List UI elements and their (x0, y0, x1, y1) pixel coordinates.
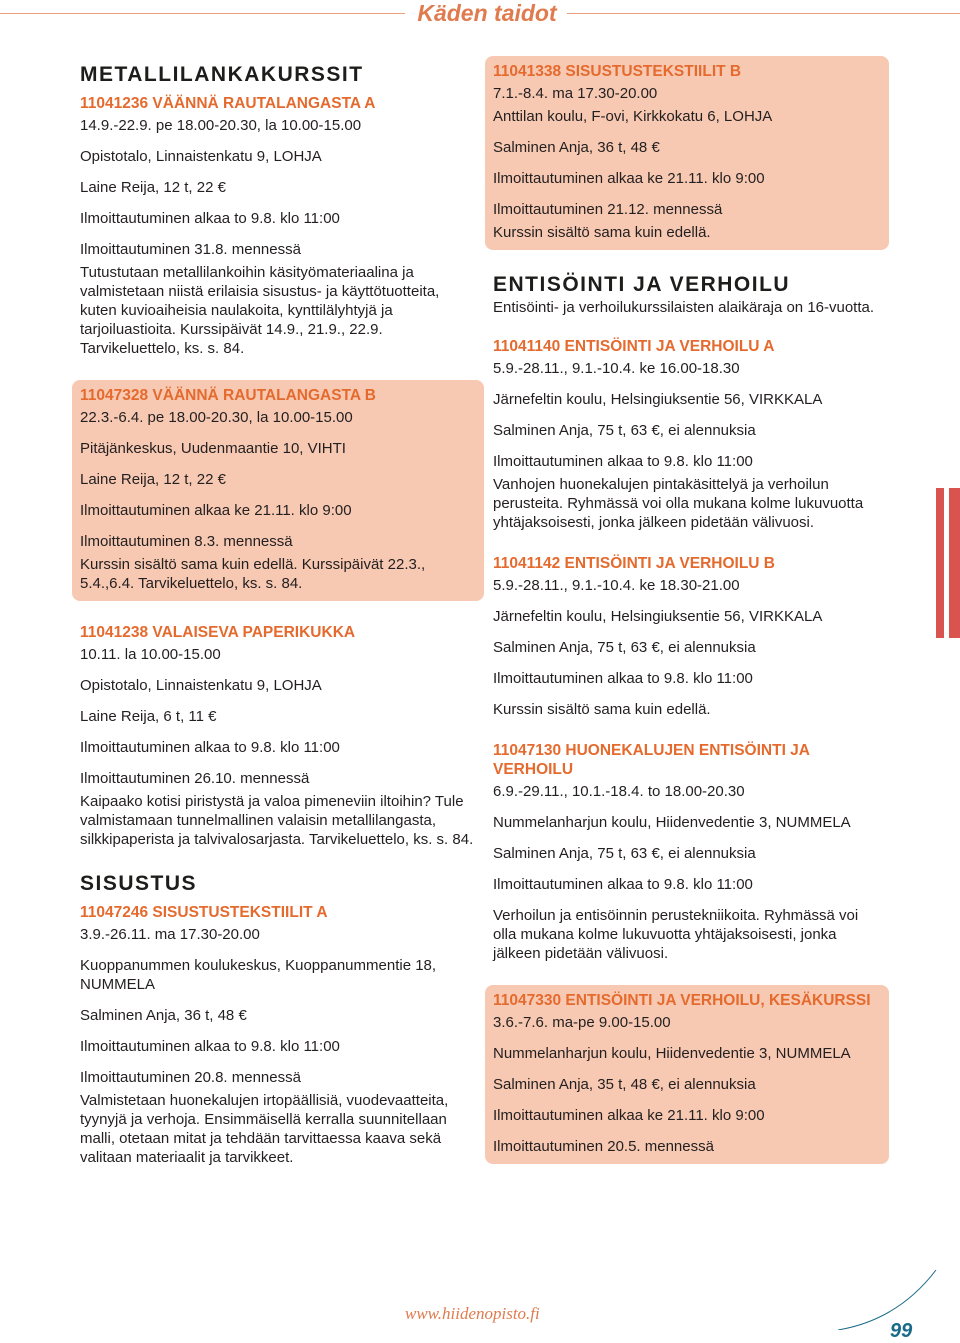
course-description: Kurssin sisältö sama kuin edellä. (493, 224, 711, 241)
course-description: Tutustutaan metallilankoihin käsityömateriaalina ja valmistetaan niistä erilaisia sisustus- ja käyttötuotteita, kuten kuvioaiheisia naulakoita, kynttilälyhtyjä ja tarjoiluastioita. Kurssipäivät 14.9., 21.9., 22.9. Tarvikeluettelo, ks. s. 84. (80, 264, 440, 357)
course-teacher: Salminen Anja, 36 t, 48 € (80, 1006, 476, 1025)
right-column (493, 62, 885, 1186)
course-place: Järnefeltin koulu, Helsingiuksentie 56, VIRKKALA (493, 608, 823, 625)
section-intro: Entisöinti- ja verhoilukurssilaisten alaikäraja on 16-vuotta. (493, 299, 875, 316)
course-11047330 (485, 985, 889, 1164)
registration-start: Ilmoittautuminen alkaa to 9.8. klo 11:00 (493, 876, 753, 893)
footer-website[interactable]: www.hiidenopisto.fi (405, 1304, 540, 1323)
course-teacher: Salminen Anja, 35 t, 48 €, ei alennuksia (493, 1076, 756, 1093)
course-dates: 7.1.-8.4. ma 17.30-20.00 (493, 85, 658, 102)
registration-start: Ilmoittautuminen alkaa to 9.8. klo 11:00 (493, 453, 753, 470)
course-description: Verhoilun ja entisöinnin perustekniikoita. Ryhmässä voi olla mukana kolme lukuvuotta yhtäjaksoisesti, jonka jälkeen pidetään välivuosi. (493, 907, 859, 962)
page-number: 99 (890, 1320, 913, 1342)
section-header-title: Käden taidot (417, 0, 557, 26)
course-title: 11047328 VÄÄNNÄ RAUTALANGASTA B (80, 387, 376, 404)
course-11041140 (493, 337, 885, 532)
course-description: Kaipaako kotisi piristystä ja valoa pimeneviin iltoihin? Tule valmistamaan tunnelmallinen valaisin metallilangasta, silkkipaperista ja talvivalosarjasta. Tarvikeluettelo, ks. s. 84. (80, 793, 474, 848)
course-teacher: Salminen Anja, 75 t, 63 €, ei alennuksia (493, 422, 756, 439)
course-description: Kurssin sisältö sama kuin edellä. Kurssipäivät 22.3., 5.4.,6.4. Tarvikeluettelo, ks. s. 84. (80, 556, 426, 592)
page-corner-arc (838, 1270, 938, 1330)
registration-end: Ilmoittautuminen 26.10. mennessä (80, 770, 310, 787)
course-teacher: Salminen Anja, 75 t, 63 €, ei alennuksia (493, 639, 756, 656)
header-rule-left (0, 13, 405, 14)
course-description: Vanhojen huonekalujen pintakäsittelyä ja verhoilun perusteita. Ryhmässä voi olla mukana kolme lukuvuotta yhtäjaksoisesti, jonka jälkeen pidetään välivuosi. (493, 476, 864, 531)
course-dates: 14.9.-22.9. pe 18.00-20.30, la 10.00-15.00 (80, 117, 362, 134)
left-column (80, 62, 476, 1189)
course-place: Nummelanharjun koulu, Hiidenvedentie 3, NUMMELA (493, 814, 851, 831)
header-rule-right (567, 13, 960, 14)
course-teacher: Laine Reija, 12 t, 22 € (80, 178, 476, 197)
registration-start: Ilmoittautuminen alkaa to 9.8. klo 11:00 (493, 670, 753, 687)
section-title-sisustus: SISUSTUS (80, 872, 198, 895)
registration-end: Ilmoittautuminen 31.8. mennessä (80, 241, 301, 258)
course-place: Opistotalo, Linnaistenkatu 9, LOHJA (80, 677, 322, 694)
course-place: Pitäjänkeskus, Uudenmaantie 10, VIHTI (80, 440, 346, 457)
course-title: 11041236 VÄÄNNÄ RAUTALANGASTA A (80, 95, 376, 112)
course-dates: 3.6.-7.6. ma-pe 9.00-15.00 (493, 1014, 671, 1031)
course-title: 11041238 VALAISEVA PAPERIKUKKA (80, 624, 356, 641)
course-place: Anttilan koulu, F-ovi, Kirkkokatu 6, LOHJA (493, 108, 773, 125)
registration-end: Ilmoittautuminen 21.12. mennessä (493, 201, 723, 218)
course-teacher: Laine Reija, 6 t, 11 € (80, 707, 476, 726)
course-description: Valmistetaan huonekalujen irtopäällisiä, vuodevaatteita, tyynyjä ja verhoja. Ensimmäisellä kerralla suunnitellaan malli, otetaan mitat ja tehdään tarvittaessa kaava sekä valitaan materiaalit ja tarvikkeet. (80, 1092, 449, 1166)
registration-end: Ilmoittautuminen 8.3. mennessä (80, 533, 293, 550)
course-title: 11047130 HUONEKALUJEN ENTISÖINTI JA VERHOILU (493, 742, 810, 778)
course-title: 11041142 ENTISÖINTI JA VERHOILU B (493, 555, 775, 572)
registration-end: Ilmoittautuminen 20.5. mennessä (493, 1138, 714, 1155)
registration-start: Ilmoittautuminen alkaa ke 21.11. klo 9:00 (493, 1107, 765, 1124)
section-title-metal: METALLILANKAKURSSIT (80, 63, 364, 86)
course-11041338 (485, 56, 889, 250)
registration-start: Ilmoittautuminen alkaa ke 21.11. klo 9:00 (80, 502, 352, 519)
course-place: Opistotalo, Linnaistenkatu 9, LOHJA (80, 148, 322, 165)
course-title: 11041338 SISUSTUSTEKSTIILIT B (493, 63, 742, 80)
section-title-entisointi: ENTISÖINTI JA VERHOILU (493, 273, 791, 296)
course-dates: 3.9.-26.11. ma 17.30-20.00 (80, 926, 260, 943)
registration-start: Ilmoittautuminen alkaa ke 21.11. klo 9:00 (493, 170, 765, 187)
course-title: 11047330 ENTISÖINTI JA VERHOILU, KESÄKURSSI (493, 992, 871, 1009)
course-description: Kurssin sisältö sama kuin edellä. (493, 701, 711, 718)
registration-start: Ilmoittautuminen alkaa to 9.8. klo 11:00 (80, 210, 340, 227)
course-teacher: Laine Reija, 12 t, 22 € (80, 470, 476, 489)
course-11041238 (80, 623, 476, 849)
course-place: Kuoppanummen koulukeskus, Kuoppanummentie 18, NUMMELA (80, 957, 437, 993)
course-place: Järnefeltin koulu, Helsingiuksentie 56, VIRKKALA (493, 391, 823, 408)
course-11047246 (80, 903, 476, 1167)
course-teacher: Salminen Anja, 75 t, 63 €, ei alennuksia (493, 845, 756, 862)
registration-start: Ilmoittautuminen alkaa to 9.8. klo 11:00 (80, 1038, 340, 1055)
course-11041236 (80, 94, 476, 358)
course-11047328 (72, 380, 484, 601)
course-teacher: Salminen Anja, 36 t, 48 € (493, 138, 881, 157)
course-dates: 22.3.-6.4. pe 18.00-20.30, la 10.00-15.00 (80, 409, 353, 426)
course-11041142 (493, 554, 885, 719)
course-dates: 5.9.-28.11., 9.1.-10.4. ke 16.00-18.30 (493, 360, 740, 377)
registration-start: Ilmoittautuminen alkaa to 9.8. klo 11:00 (80, 739, 340, 756)
course-11047130 (493, 741, 885, 963)
course-dates: 10.11. la 10.00-15.00 (80, 646, 221, 663)
course-place: Nummelanharjun koulu, Hiidenvedentie 3, NUMMELA (493, 1045, 851, 1062)
registration-end: Ilmoittautuminen 20.8. mennessä (80, 1069, 301, 1086)
course-title: 11041140 ENTISÖINTI JA VERHOILU A (493, 338, 775, 355)
course-dates: 5.9.-28.11., 9.1.-10.4. ke 18.30-21.00 (493, 577, 740, 594)
side-tab-marker (936, 488, 960, 638)
course-dates: 6.9.-29.11., 10.1.-18.4. to 18.00-20.30 (493, 783, 745, 800)
course-title: 11047246 SISUSTUSTEKSTIILIT A (80, 904, 328, 921)
